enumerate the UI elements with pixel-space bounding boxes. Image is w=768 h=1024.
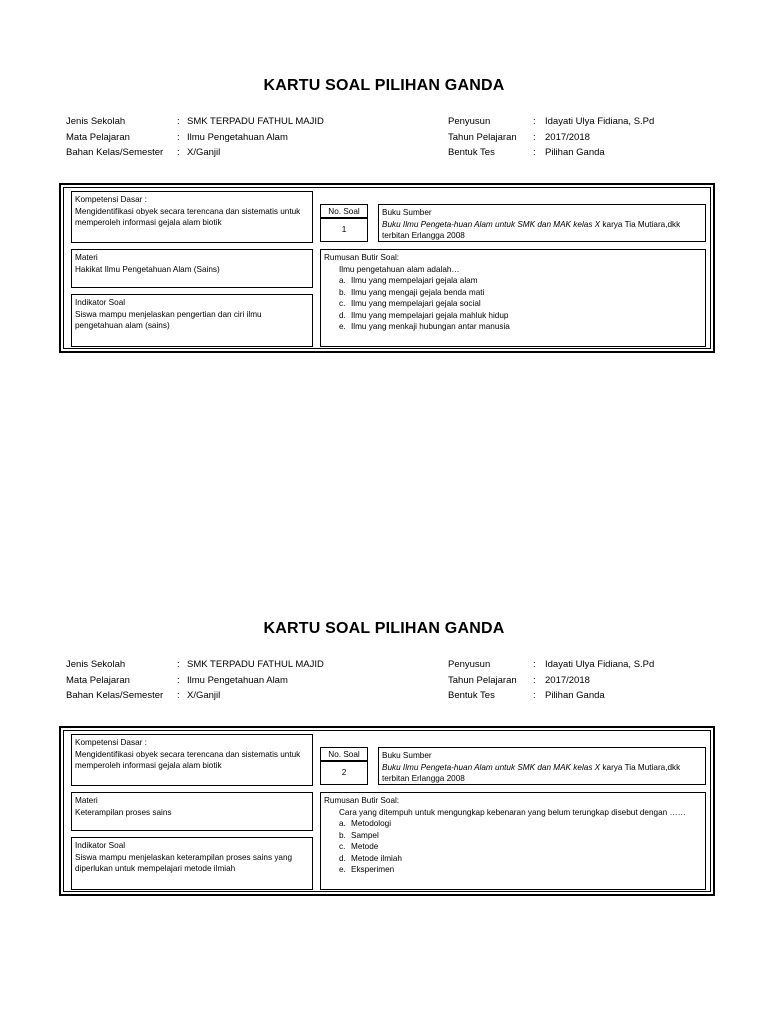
buku-sumber-box: Buku Sumber Buku Ilmu Pengeta-huan Alam untuk SMK dan MAK kelas X karya Tia Mutiara,dkk terbitan Erlangga 2008 [378,747,706,785]
header-author-row: Penyusun : Idayati Ulya Fidiana, S.Pd [448,116,655,127]
kompetensi-dasar-box: Kompetensi Dasar : Mengidentifikasi obyek secara terencana dan sistematis untuk memperoleh informasi gejala alam biotik [71,734,313,786]
card-title: KARTU SOAL PILIHAN GANDA [263,77,505,94]
option-a: a. Ilmu yang mempelajari gejala alam [339,276,478,285]
no-soal-value: 2 [320,761,368,785]
question-stem: Cara yang ditempuh untuk mengungkap kebenaran yang belum terungkap disebut dengan …… [339,807,686,817]
option-d: d. Ilmu yang mempelajari gejala mahluk hidup [339,310,509,320]
option-c: c. Ilmu yang mempelajari gejala social [339,299,481,308]
indikator-soal-box: Indikator Soal Siswa mampu menjelaskan pengertian dan ciri ilmu pengetahuan alam (sains) [71,294,313,347]
header-left [66,114,324,161]
header-school-row: Jenis Sekolah : SMK TERPADU FATHUL MAJID [66,116,324,127]
header-right [448,657,654,704]
header-test-type-row: Bentuk Tes : Pilihan Ganda [448,147,605,158]
materi-box: Materi Hakikat Ilmu Pengetahuan Alam (Sains) [71,249,313,288]
header-author-row: Penyusun : Idayati Ulya Fidiana, S.Pd [448,659,655,670]
option-e: e. Ilmu yang menkaji hubungan antar manusia [339,322,510,331]
kompetensi-dasar-box: Kompetensi Dasar : Mengidentifikasi obyek secara terencana dan sistematis untuk memperoleh informasi gejala alam biotik [71,191,313,243]
header-right [448,114,654,161]
header-year-row: Tahun Pelajaran : 2017/2018 [448,131,590,143]
option-b: b. Sampel [339,830,379,840]
buku-sumber-box: Buku Sumber Buku Ilmu Pengeta-huan Alam untuk SMK dan MAK kelas X karya Tia Mutiara,dkk terbitan Erlangga 2008 [378,204,706,242]
header-year-row: Tahun Pelajaran : 2017/2018 [448,674,590,686]
option-a: a. Metodologi [339,819,392,828]
card-title: KARTU SOAL PILIHAN GANDA [263,620,505,637]
rumusan-butir-soal-box: Rumusan Butir Soal: Cara yang ditempuh untuk mengungkap kebenaran yang belum terungkap disebut dengan …… a. Metodologi b. Sampel c. Metode d. Metode ilmiah e. Eksperimen [320,792,706,890]
option-e: e. Eksperimen [339,865,395,874]
rumusan-butir-soal-box: Rumusan Butir Soal: Ilmu pengetahuan alam adalah… a. Ilmu yang mempelajari gejala alam b. Ilmu yang mengaji gejala benda mati c. Ilmu yang mempelajari gejala social d. Ilmu yang mempelajari gejala mahluk hidup e. Ilmu yang menkaji hubungan antar manusia [320,249,706,347]
no-soal-label: No. Soal [320,204,368,218]
option-b: b. Ilmu yang mengaji gejala benda mati [339,287,485,297]
question-stem: Ilmu pengetahuan alam adalah… [339,264,460,274]
header-school-row: Jenis Sekolah : SMK TERPADU FATHUL MAJID [66,659,324,670]
header-left [66,657,324,704]
no-soal-value: 1 [320,218,368,242]
header-subject-row: Mata Pelajaran : Ilmu Pengetahuan Alam [66,674,288,686]
materi-box: Materi Keterampilan proses sains [71,792,313,831]
header-test-type-row: Bentuk Tes : Pilihan Ganda [448,690,605,701]
header-class-row: Bahan Kelas/Semester : X/Ganjil [66,147,221,158]
indikator-soal-box: Indikator Soal Siswa mampu menjelaskan keterampilan proses sains yang diperlukan untuk mempelajari metode ilmiah [71,837,313,890]
no-soal-label: No. Soal [320,747,368,761]
header-class-row: Bahan Kelas/Semester : X/Ganjil [66,690,221,701]
option-d: d. Metode ilmiah [339,853,402,863]
option-c: c. Metode [339,842,379,851]
header-subject-row: Mata Pelajaran : Ilmu Pengetahuan Alam [66,131,288,143]
